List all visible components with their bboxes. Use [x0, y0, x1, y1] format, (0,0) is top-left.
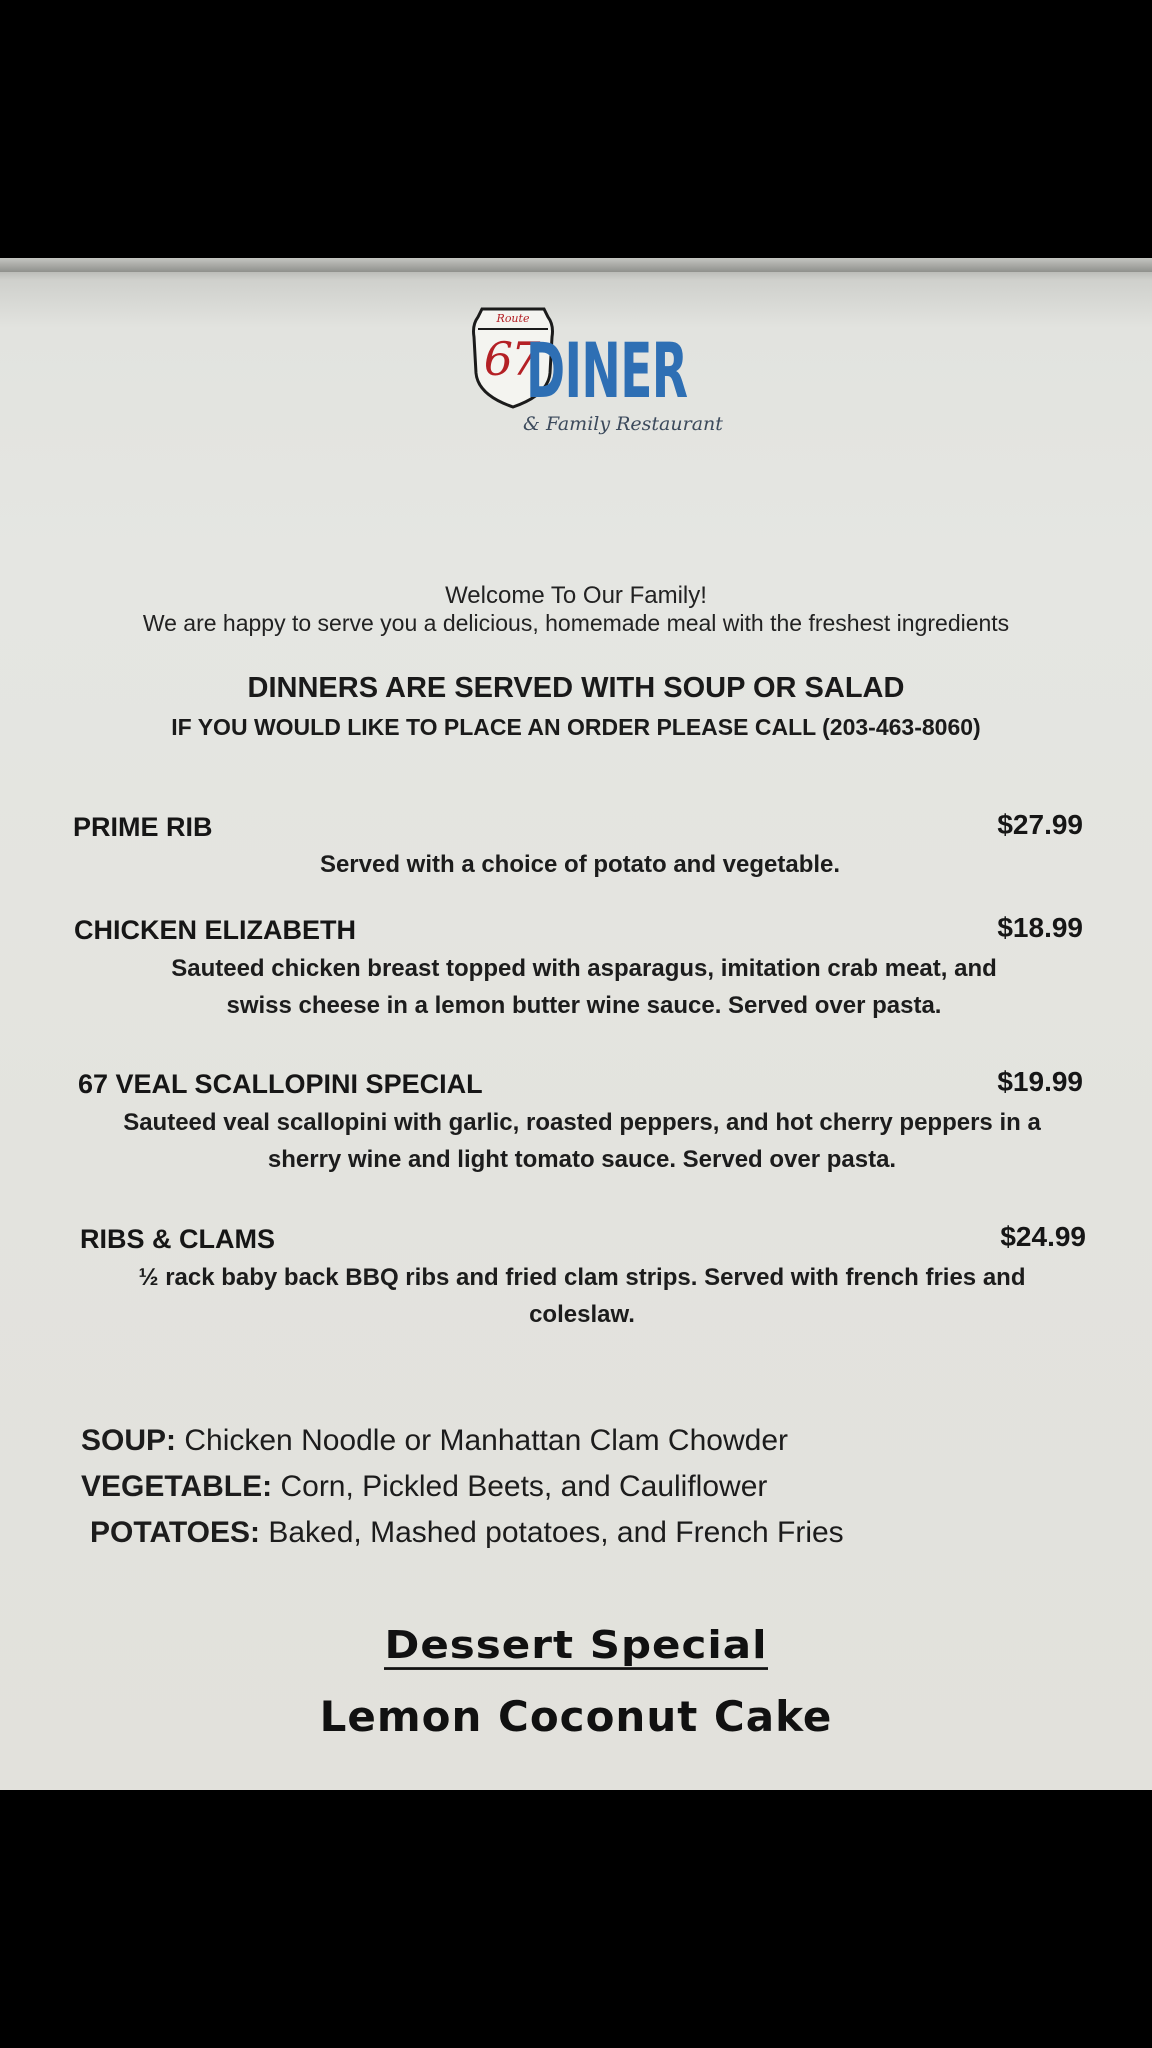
menu-item-name: PRIME RIB	[73, 812, 213, 842]
bottom-black-bar	[0, 1790, 1152, 2048]
menu-item-description	[0, 1104, 1152, 1178]
side-label: SOUP:	[81, 1424, 177, 1457]
side-potatoes	[90, 1516, 844, 1550]
menu-item-price: $24.99	[1000, 1221, 1086, 1252]
logo-diner-text: DINER	[526, 326, 688, 415]
menu-item-price: $27.99	[997, 809, 1083, 840]
logo-route-number: 67	[483, 332, 539, 386]
menu-sheet	[0, 258, 1152, 1790]
side-value: Baked, Mashed potatoes, and French Fries	[268, 1516, 844, 1549]
menu-item-description	[0, 846, 1152, 883]
menu-item-description	[0, 950, 1152, 1024]
description-line: Served with a choice of potato and vegetable.	[319, 851, 841, 878]
description-line: swiss cheese in a lemon butter wine sauce. Served over pasta.	[226, 992, 942, 1019]
dessert-title-text: Dessert Special	[384, 1622, 767, 1670]
side-value: Corn, Pickled Beets, and Cauliflower	[280, 1470, 768, 1503]
intro-line: We are happy to serve you a delicious, homemade meal with the freshest ingredients	[142, 610, 1010, 636]
description-line: coleslaw.	[529, 1301, 635, 1328]
dessert-name: Lemon Coconut Cake	[319, 1692, 833, 1741]
description-line: sherry wine and light tomato sauce. Served over pasta.	[267, 1146, 897, 1173]
logo-route-text: Route	[496, 312, 530, 325]
logo-subtitle: & Family Restaurant	[523, 413, 723, 435]
order-phone-note: IF YOU WOULD LIKE TO PLACE AN ORDER PLEASE CALL (203-463-8060)	[171, 714, 981, 740]
menu-item-name: CHICKEN ELIZABETH	[74, 915, 356, 945]
menu-item-price: $18.99	[997, 912, 1083, 943]
side-value: Chicken Noodle or Manhattan Clam Chowder	[184, 1424, 788, 1457]
description-line: Sauteed chicken breast topped with asparagus, imitation crab meat, and	[171, 955, 997, 982]
side-label: POTATOES:	[90, 1516, 261, 1549]
welcome-line: Welcome To Our Family!	[445, 582, 707, 609]
side-vegetable	[81, 1470, 767, 1504]
menu-item-name: 67 VEAL SCALLOPINI SPECIAL	[78, 1069, 483, 1099]
description-line: ½ rack baby back BBQ ribs and fried clam strips. Served with french fries and	[138, 1264, 1026, 1291]
description-line: Sauteed veal scallopini with garlic, roasted peppers, and hot cherry peppers in a	[123, 1109, 1041, 1136]
top-black-bar	[0, 0, 1152, 258]
side-label: VEGETABLE:	[81, 1470, 273, 1503]
diner-logo	[468, 303, 723, 443]
menu-item-price: $19.99	[997, 1066, 1083, 1097]
menu-item-description	[0, 1259, 1152, 1333]
dessert-special-heading	[0, 1620, 1152, 1672]
side-soup	[81, 1424, 788, 1458]
dinners-note: DINNERS ARE SERVED WITH SOUP OR SALAD	[247, 672, 905, 704]
paper-top-edge	[0, 258, 1152, 272]
menu-item-name: RIBS & CLAMS	[80, 1224, 275, 1254]
